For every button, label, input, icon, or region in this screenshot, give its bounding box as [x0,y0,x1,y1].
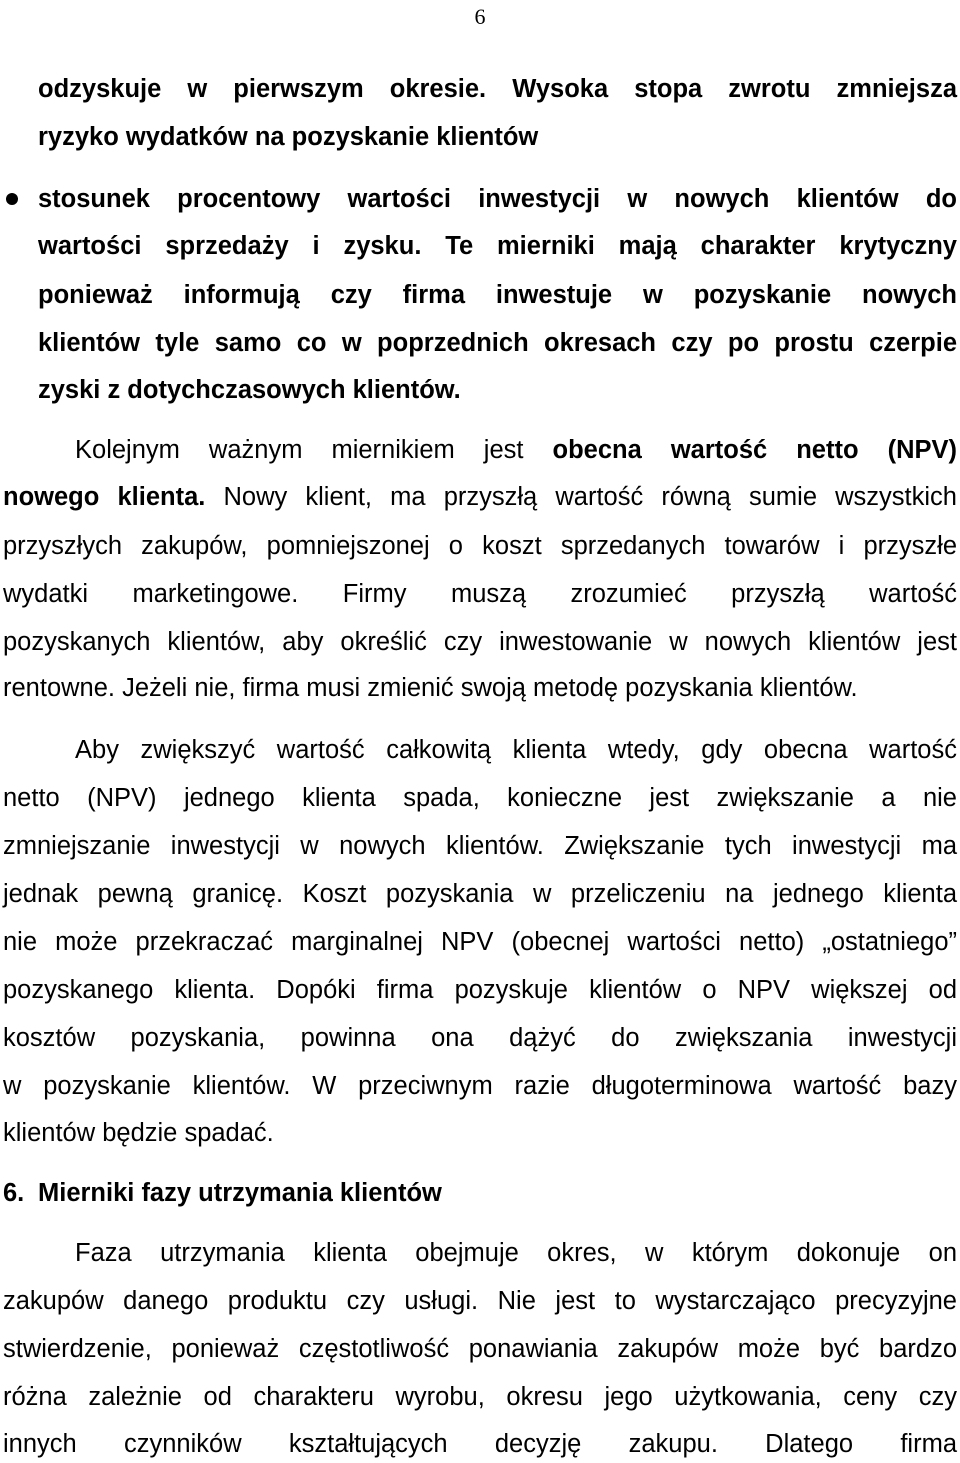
paragraph-line: ryzyko wydatków na pozyskanie klientów [38,123,539,151]
paragraph-line: zmniejszanie inwestycji w nowych klientów. Zwiększanie tych inwestycji ma [3,832,957,860]
paragraph-line: zakupów danego produktu czy usługi. Nie jest to wystarczająco precyzyjne [3,1287,957,1315]
paragraph-line: nie może przekraczać marginalnej NPV (obecnej wartości netto) „ostatniego” [3,928,957,956]
bullet-line: stosunek procentowy wartości inwestycji w nowych klientów do [38,185,957,213]
bullet-icon [6,193,18,205]
bullet-line: wartości sprzedaży i zysku. Te mierniki mają charakter krytyczny [38,232,957,260]
paragraph-line: stwierdzenie, ponieważ częstotliwość ponawiania zakupów może być bardzo [3,1335,957,1363]
paragraph-line: jednak pewną granicę. Koszt pozyskania w przeliczeniu na jednego klienta [3,880,957,908]
paragraph-line [75,435,957,465]
npv-term: obecna wartość netto (NPV) [552,436,957,464]
paragraph-line [3,482,957,512]
paragraph-line: pozyskanych klientów, aby określić czy inwestowanie w nowych klientów jest [3,628,957,656]
page-number: 6 [474,4,486,29]
paragraph-line: wydatki marketingowe. Firmy muszą zrozumieć przyszłą wartość [3,580,957,608]
text-run: Kolejnym ważnym miernikiem jest [75,436,553,464]
text-run: Nowy klient, ma przyszłą wartość równą sumie wszystkich [205,483,957,511]
paragraph-line: kosztów pozyskania, powinna ona dążyć do zwiększania inwestycji [3,1024,957,1052]
paragraph-line: Faza utrzymania klienta obejmuje okres, w którym dokonuje on [75,1239,957,1267]
paragraph-line: rentowne. Jeżeli nie, firma musi zmienić swoją metodę pozyskania klientów. [3,674,858,702]
paragraph-line: przyszłych zakupów, pomniejszonej o koszt sprzedanych towarów i przyszłe [3,532,957,560]
paragraph-line: Aby zwiększyć wartość całkowitą klienta wtedy, gdy obecna wartość [75,736,957,764]
paragraph-line: klientów będzie spadać. [3,1119,274,1147]
paragraph-line: różna zależnie od charakteru wyrobu, okresu jego użytkowania, ceny czy [3,1383,957,1411]
paragraph-line: netto (NPV) jednego klienta spada, konieczne jest zwiększanie a nie [3,784,957,812]
bullet-line: zyski z dotychczasowych klientów. [38,376,461,404]
section-title: Mierniki fazy utrzymania klientów [38,1179,442,1207]
paragraph-line: pozyskanego klienta. Dopóki firma pozyskuje klientów o NPV większej od [3,976,957,1004]
bullet-line: ponieważ informują czy firma inwestuje w pozyskanie nowych [38,281,957,309]
npv-term: nowego klienta. [3,483,206,511]
paragraph-line: w pozyskanie klientów. W przeciwnym razie długoterminowa wartość bazy [3,1072,957,1100]
bullet-line: klientów tyle samo co w poprzednich okresach czy po prostu czerpie [38,329,957,357]
paragraph-line: odzyskuje w pierwszym okresie. Wysoka stopa zwrotu zmniejsza [38,75,957,103]
paragraph-line: innych czynników kształtujących decyzję zakupu. Dlatego firma [3,1430,957,1458]
section-number: 6. [3,1179,25,1207]
